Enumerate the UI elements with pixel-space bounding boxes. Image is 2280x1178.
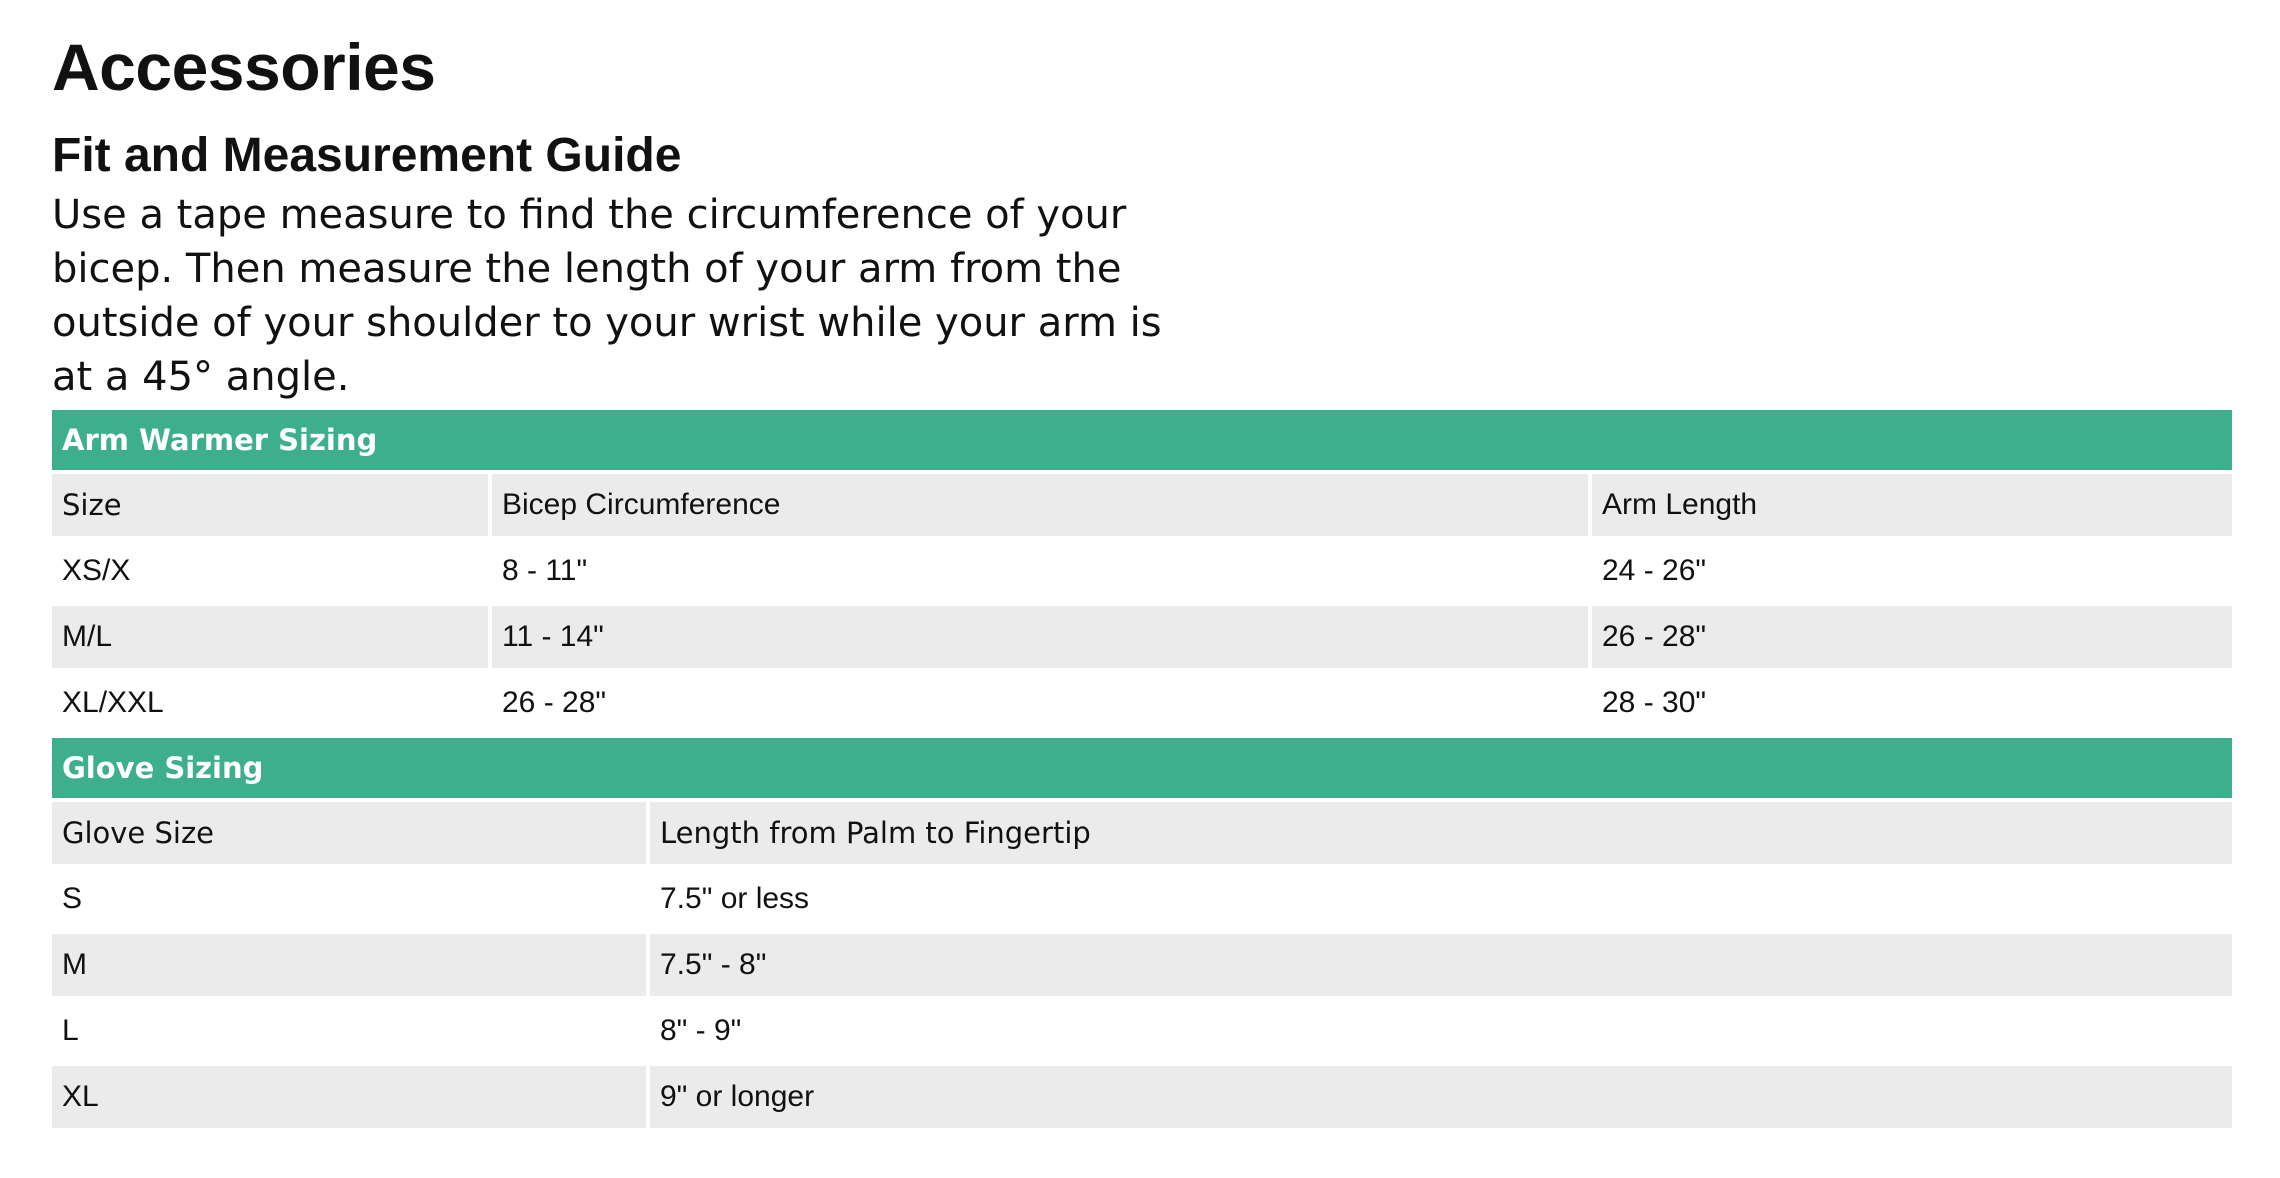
arm-warmer-caption: Arm Warmer Sizing [52,410,2232,470]
column-header-size: Size [52,474,488,536]
arm-warmer-header-row [52,474,2232,536]
size-cell: XL/XXL [52,672,488,734]
palm-length-cell: 8" - 9" [650,1000,2232,1062]
table-row [52,1000,2232,1062]
glove-sizing-table [48,734,2236,1132]
glove-size-cell: XL [52,1066,646,1128]
table-row [52,672,2232,734]
page-title: Accessories [52,30,436,104]
guide-instructions: Use a tape measure to find the circumference of your bicep. Then measure the length of your arm from the outside of your shoulder to your wrist while your arm is at a 45° angle. [52,192,1162,400]
guide-title: Fit and Measurement Guide [52,129,682,182]
bicep-cell: 11 - 14" [492,606,1588,668]
glove-caption: Glove Sizing [52,738,2232,798]
page-content [52,26,2232,1132]
arm-length-cell: 24 - 26" [1592,540,2232,602]
bicep-cell: 8 - 11" [492,540,1588,602]
glove-caption-row [52,738,2232,798]
size-cell: M/L [52,606,488,668]
arm-warmer-caption-row [52,410,2232,470]
palm-length-cell: 7.5" or less [650,868,2232,930]
arm-length-cell: 26 - 28" [1592,606,2232,668]
palm-length-cell: 7.5" - 8" [650,934,2232,996]
table-row [52,540,2232,602]
bicep-cell: 26 - 28" [492,672,1588,734]
table-row [52,1066,2232,1128]
arm-warmer-sizing-table [48,406,2236,738]
palm-length-cell: 9" or longer [650,1066,2232,1128]
table-row [52,606,2232,668]
glove-size-cell: S [52,868,646,930]
column-header-bicep: Bicep Circumference [492,474,1588,536]
column-header-arm-length: Arm Length [1592,474,2232,536]
arm-length-cell: 28 - 30" [1592,672,2232,734]
glove-size-cell: L [52,1000,646,1062]
table-row [52,934,2232,996]
table-row [52,868,2232,930]
glove-size-cell: M [52,934,646,996]
column-header-glove-size: Glove Size [52,802,646,864]
column-header-palm-length: Length from Palm to Fingertip [650,802,2232,864]
glove-header-row [52,802,2232,864]
size-cell: XS/X [52,540,488,602]
